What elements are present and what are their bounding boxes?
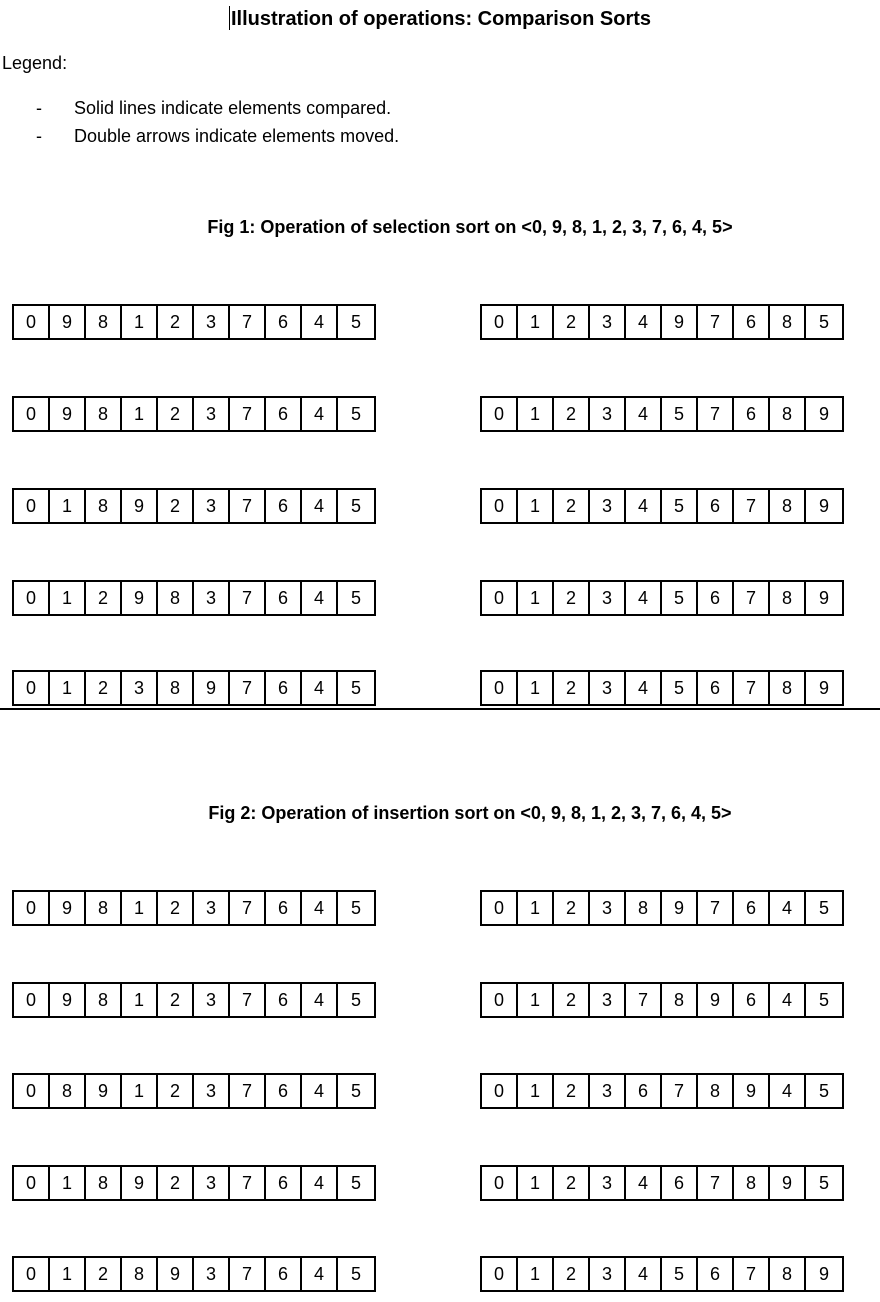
array-cell: 3: [194, 490, 230, 522]
array-cell: 9: [194, 672, 230, 704]
array-cell: 4: [770, 892, 806, 924]
fig2-right-array-row: [480, 1165, 844, 1201]
document-title-text: Illustration of operations: Comparison Sorts: [230, 8, 652, 30]
array-cell: 5: [350, 404, 361, 424]
array-cell: 1: [122, 398, 158, 430]
array-cell: 2: [554, 1258, 590, 1290]
array-cell: 6: [266, 1075, 302, 1107]
array-cell: 6: [734, 306, 770, 338]
array-cell: 9: [86, 1075, 122, 1107]
array-cell: 2: [554, 672, 590, 704]
array-cell: 6: [698, 1258, 734, 1290]
array-cell: 0: [14, 984, 50, 1016]
array-cell: 8: [770, 398, 806, 430]
array-cell: 3: [590, 1167, 626, 1199]
array-cell: 1: [518, 1167, 554, 1199]
fig2-left-array-row: [12, 1256, 376, 1292]
array-cell: 1: [518, 582, 554, 614]
array-cell: 9: [698, 984, 734, 1016]
fig1-left-array-row: [12, 580, 376, 616]
array-cell: 7: [230, 398, 266, 430]
array-cell: 3: [590, 984, 626, 1016]
array-cell: 7: [230, 892, 266, 924]
fig2-right-array-row: [480, 1073, 844, 1109]
array-cell: 0: [14, 1075, 50, 1107]
array-cell: 0: [482, 1258, 518, 1290]
array-cell: 0: [482, 582, 518, 614]
array-cell: 6: [266, 892, 302, 924]
array-cell: 7: [734, 582, 770, 614]
array-cell: 0: [14, 398, 50, 430]
document-title: [0, 6, 880, 32]
legend-item-text: Double arrows indicate elements moved.: [74, 126, 400, 146]
array-cell: 6: [266, 582, 302, 614]
array-cell: 9: [122, 490, 158, 522]
array-cell: 2: [86, 582, 122, 614]
fig1-left-array-row: [12, 304, 376, 340]
array-cell: 2: [554, 398, 590, 430]
fig2-left-array-row: [12, 1073, 376, 1109]
array-cell: 5: [818, 990, 829, 1010]
array-cell: 1: [518, 672, 554, 704]
array-cell: 0: [482, 892, 518, 924]
array-cell: 9: [50, 984, 86, 1016]
array-cell: 7: [230, 306, 266, 338]
array-cell: 0: [14, 1258, 50, 1290]
array-cell: 4: [626, 1258, 662, 1290]
array-cell: 0: [482, 306, 518, 338]
array-cell: 6: [698, 582, 734, 614]
array-cell: 0: [482, 1167, 518, 1199]
array-cell: 4: [302, 1075, 338, 1107]
legend-bullet: -: [36, 98, 42, 118]
fig2-right-array-row: [480, 890, 844, 926]
array-cell: 5: [662, 398, 698, 430]
array-cell: 0: [14, 892, 50, 924]
array-cell: 9: [818, 588, 829, 608]
array-cell: 3: [590, 398, 626, 430]
array-cell: 0: [14, 672, 50, 704]
array-cell: 8: [770, 672, 806, 704]
array-cell: 1: [50, 582, 86, 614]
legend-item: [36, 125, 399, 147]
array-cell: 8: [158, 582, 194, 614]
array-cell: 5: [350, 1081, 361, 1101]
array-cell: 0: [482, 984, 518, 1016]
legend-item-text: Solid lines indicate elements compared.: [74, 98, 392, 118]
array-cell: 7: [698, 306, 734, 338]
array-cell: 6: [266, 984, 302, 1016]
array-cell: 6: [266, 306, 302, 338]
array-cell: 6: [266, 1258, 302, 1290]
array-cell: 3: [194, 398, 230, 430]
array-cell: 7: [230, 1075, 266, 1107]
array-cell: 6: [662, 1167, 698, 1199]
array-cell: 9: [818, 678, 829, 698]
fig2-right-array-row: [480, 1256, 844, 1292]
array-cell: 1: [518, 306, 554, 338]
fig1-left-array-row: [12, 488, 376, 524]
array-cell: 9: [662, 892, 698, 924]
array-cell: 4: [302, 984, 338, 1016]
array-cell: 2: [158, 892, 194, 924]
array-cell: 0: [482, 490, 518, 522]
array-cell: 2: [86, 672, 122, 704]
array-cell: 4: [626, 1167, 662, 1199]
array-cell: 6: [626, 1075, 662, 1107]
fig2-right-array-row: [480, 982, 844, 1018]
array-cell: 8: [50, 1075, 86, 1107]
array-cell: 6: [266, 490, 302, 522]
fig1-right-array-row: [480, 396, 844, 432]
array-cell: 4: [302, 306, 338, 338]
array-cell: 6: [266, 1167, 302, 1199]
array-cell: 2: [158, 306, 194, 338]
array-cell: 6: [734, 398, 770, 430]
array-cell: 8: [86, 306, 122, 338]
array-cell: 2: [554, 582, 590, 614]
array-cell: 7: [698, 1167, 734, 1199]
array-cell: 4: [770, 984, 806, 1016]
array-cell: 3: [194, 582, 230, 614]
array-cell: 8: [770, 306, 806, 338]
array-cell: 4: [626, 672, 662, 704]
array-cell: 4: [770, 1075, 806, 1107]
array-cell: 5: [350, 312, 361, 332]
array-cell: 3: [590, 1258, 626, 1290]
array-cell: 1: [122, 892, 158, 924]
array-cell: 5: [818, 1173, 829, 1193]
array-cell: 9: [158, 1258, 194, 1290]
array-cell: 1: [122, 1075, 158, 1107]
array-cell: 0: [482, 672, 518, 704]
array-cell: 9: [122, 1167, 158, 1199]
fig2-left-array-row: [12, 982, 376, 1018]
array-cell: 2: [554, 490, 590, 522]
array-cell: 5: [662, 1258, 698, 1290]
array-cell: 4: [302, 892, 338, 924]
array-cell: 8: [86, 984, 122, 1016]
array-cell: 5: [350, 588, 361, 608]
array-cell: 1: [50, 1258, 86, 1290]
array-cell: 7: [698, 398, 734, 430]
legend-item: [36, 97, 391, 119]
fig1-right-array-row: [480, 488, 844, 524]
fig1-caption: Fig 1: Operation of selection sort on <0, 9, 8, 1, 2, 3, 7, 6, 4, 5>: [207, 217, 733, 237]
array-cell: 7: [626, 984, 662, 1016]
array-cell: 6: [698, 490, 734, 522]
array-cell: 4: [302, 582, 338, 614]
array-cell: 7: [230, 1167, 266, 1199]
array-cell: 5: [350, 1173, 361, 1193]
array-cell: 9: [818, 1264, 829, 1284]
array-cell: 5: [350, 898, 361, 918]
array-cell: 8: [770, 490, 806, 522]
array-cell: 5: [662, 490, 698, 522]
array-cell: 8: [122, 1258, 158, 1290]
array-cell: 5: [818, 312, 829, 332]
array-cell: 2: [158, 984, 194, 1016]
array-cell: 0: [482, 1075, 518, 1107]
array-cell: 0: [14, 306, 50, 338]
array-cell: 1: [518, 398, 554, 430]
fig2-left-array-row: [12, 1165, 376, 1201]
array-cell: 8: [86, 892, 122, 924]
array-cell: 4: [302, 490, 338, 522]
array-cell: 3: [590, 892, 626, 924]
array-cell: 6: [266, 398, 302, 430]
array-cell: 5: [350, 496, 361, 516]
array-cell: 7: [230, 672, 266, 704]
array-cell: 3: [194, 1075, 230, 1107]
array-cell: 3: [590, 582, 626, 614]
array-cell: 9: [818, 404, 829, 424]
array-cell: 2: [554, 892, 590, 924]
array-cell: 6: [266, 672, 302, 704]
array-cell: 8: [86, 1167, 122, 1199]
array-cell: 3: [590, 490, 626, 522]
array-cell: 3: [590, 306, 626, 338]
array-cell: 1: [518, 1075, 554, 1107]
array-cell: 1: [50, 672, 86, 704]
array-cell: 4: [626, 306, 662, 338]
array-cell: 4: [302, 398, 338, 430]
array-cell: 7: [230, 582, 266, 614]
fig1-left-array-row: [12, 670, 376, 706]
array-cell: 9: [50, 398, 86, 430]
array-cell: 0: [482, 398, 518, 430]
array-cell: 2: [86, 1258, 122, 1290]
array-cell: 0: [14, 1167, 50, 1199]
array-cell: 3: [590, 672, 626, 704]
array-cell: 8: [698, 1075, 734, 1107]
array-cell: 7: [734, 1258, 770, 1290]
array-cell: 4: [626, 490, 662, 522]
fig1-right-array-row: [480, 304, 844, 340]
array-cell: 6: [734, 984, 770, 1016]
array-cell: 4: [302, 1167, 338, 1199]
fig1-right-array-row: [480, 670, 844, 706]
array-cell: 4: [626, 582, 662, 614]
array-cell: 2: [554, 984, 590, 1016]
array-cell: 1: [122, 306, 158, 338]
array-cell: 9: [50, 306, 86, 338]
array-cell: 8: [626, 892, 662, 924]
array-cell: 9: [662, 306, 698, 338]
array-cell: 3: [194, 306, 230, 338]
array-cell: 7: [230, 984, 266, 1016]
array-cell: 2: [158, 1075, 194, 1107]
array-cell: 7: [230, 490, 266, 522]
array-cell: 1: [518, 1258, 554, 1290]
array-cell: 1: [518, 490, 554, 522]
array-cell: 7: [698, 892, 734, 924]
fig1-left-array-row: [12, 396, 376, 432]
array-cell: 5: [818, 898, 829, 918]
array-cell: 4: [302, 672, 338, 704]
array-cell: 8: [158, 672, 194, 704]
array-cell: 5: [662, 672, 698, 704]
array-cell: 2: [554, 306, 590, 338]
array-cell: 8: [86, 490, 122, 522]
array-cell: 7: [734, 490, 770, 522]
array-cell: 5: [818, 1081, 829, 1101]
array-cell: 2: [158, 490, 194, 522]
array-cell: 3: [194, 892, 230, 924]
array-cell: 2: [158, 1167, 194, 1199]
fig1-right-array-row: [480, 580, 844, 616]
array-cell: 9: [818, 496, 829, 516]
array-cell: 1: [50, 490, 86, 522]
array-cell: 1: [518, 892, 554, 924]
array-cell: 9: [734, 1075, 770, 1107]
array-cell: 8: [770, 1258, 806, 1290]
array-cell: 9: [770, 1167, 806, 1199]
fig2-left-array-row: [12, 890, 376, 926]
array-cell: 5: [350, 1264, 361, 1284]
array-cell: 5: [350, 990, 361, 1010]
array-cell: 8: [662, 984, 698, 1016]
array-cell: 3: [194, 1258, 230, 1290]
array-cell: 2: [554, 1167, 590, 1199]
section-divider: [0, 708, 880, 710]
array-cell: 3: [590, 1075, 626, 1107]
text-cursor: [229, 6, 230, 30]
array-cell: 7: [734, 672, 770, 704]
array-cell: 0: [14, 490, 50, 522]
array-cell: 9: [122, 582, 158, 614]
array-cell: 3: [122, 672, 158, 704]
array-cell: 6: [734, 892, 770, 924]
array-cell: 1: [122, 984, 158, 1016]
array-cell: 8: [86, 398, 122, 430]
array-cell: 8: [734, 1167, 770, 1199]
array-cell: 3: [194, 984, 230, 1016]
array-cell: 8: [770, 582, 806, 614]
array-cell: 3: [194, 1167, 230, 1199]
legend-label: Legend:: [2, 53, 68, 73]
array-cell: 5: [350, 678, 361, 698]
array-cell: 1: [50, 1167, 86, 1199]
array-cell: 0: [14, 582, 50, 614]
fig2-caption: Fig 2: Operation of insertion sort on <0, 9, 8, 1, 2, 3, 7, 6, 4, 5>: [208, 803, 732, 823]
array-cell: 7: [230, 1258, 266, 1290]
array-cell: 2: [554, 1075, 590, 1107]
array-cell: 6: [698, 672, 734, 704]
array-cell: 9: [50, 892, 86, 924]
array-cell: 2: [158, 398, 194, 430]
array-cell: 4: [626, 398, 662, 430]
array-cell: 4: [302, 1258, 338, 1290]
legend-bullet: -: [36, 126, 42, 146]
array-cell: 1: [518, 984, 554, 1016]
array-cell: 7: [662, 1075, 698, 1107]
array-cell: 5: [662, 582, 698, 614]
